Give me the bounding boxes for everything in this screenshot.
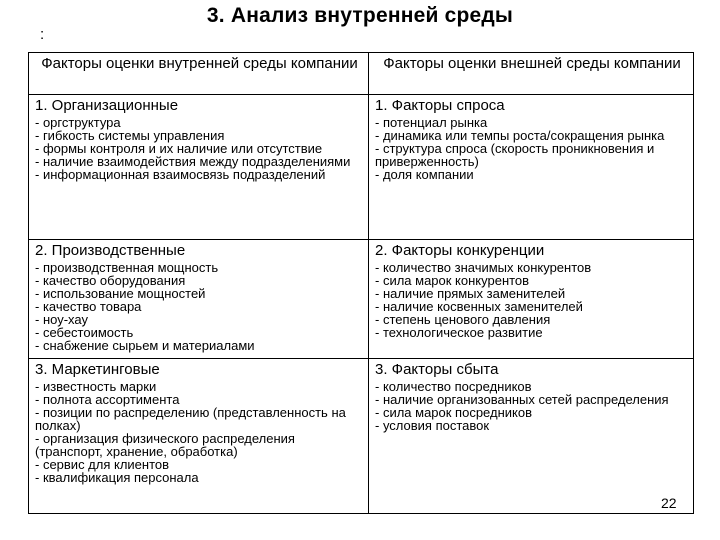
list-item: - степень ценового давления [375,312,551,327]
list-item: - квалификация персонала [35,470,199,485]
list-item: - себестоимость [35,325,134,340]
list-item: - качество товара [35,299,142,314]
list-marketing [35,380,364,484]
list-organizational [35,116,364,181]
cell-competition [369,240,694,359]
list-item: - позиции по распределению (представленность на полках) [35,405,346,433]
cell-demand [369,95,694,240]
table-row [29,95,694,240]
cell-organizational [29,95,369,240]
list-item: - организация физического распределения (транспорт, хранение, обработка) [35,431,295,459]
colon-mark: : [40,26,45,43]
list-item: - формы контроля и их наличие или отсутствие [35,141,323,156]
list-item: - динамика или темпы роста/сокращения рынка [375,128,665,143]
list-item: - условия поставок [375,418,490,433]
list-item: - наличие прямых заменителей [375,286,566,301]
cell-marketing [29,359,369,514]
table-row [29,359,694,514]
list-demand [375,116,689,181]
list-item: - информационная взаимосвязь подразделений [35,167,326,182]
list-item: - количество значимых конкурентов [375,260,592,275]
list-item: - полнота ассортимента [35,392,180,407]
list-production [35,261,364,352]
list-item: - структура спроса (скорость проникновения и приверженность) [375,141,655,169]
list-item: - потенциал рынка [375,115,488,130]
factors-table [28,52,694,514]
list-item: - доля компании [375,167,474,182]
list-competition [375,261,689,339]
header-external-factors: Факторы оценки внешней среды компании [369,53,694,95]
heading-demand: 1. Факторы спроса [375,97,505,114]
list-item: - технологическое развитие [375,325,543,340]
list-item: - наличие организованных сетей распределения [375,392,669,407]
list-item: - наличие взаимодействия между подразделениями [35,154,351,169]
page-number: 22 [661,495,677,511]
list-item: - производственная мощность [35,260,219,275]
slide-title: 3. Анализ внутренней среды [206,4,514,27]
list-item: - качество оборудования [35,273,186,288]
list-item: - сила марок конкурентов [375,273,530,288]
heading-production: 2. Производственные [35,242,186,259]
list-item: - сервис для клиентов [35,457,170,472]
list-item: - гибкость системы управления [35,128,225,143]
table-header-row [29,53,694,95]
list-item: - оргструктура [35,115,121,130]
list-item: - ноу-хау [35,312,88,327]
heading-sales: 3. Факторы сбыта [375,361,499,378]
list-sales [375,380,689,432]
heading-organizational: 1. Организационные [35,97,179,114]
list-item: - снабжение сырьем и материалами [35,338,255,353]
heading-marketing: 3. Маркетинговые [35,361,160,378]
heading-competition: 2. Факторы конкуренции [375,242,545,259]
list-item: - сила марок посредников [375,405,532,420]
list-item: - известность марки [35,379,157,394]
list-item: - количество посредников [375,379,532,394]
cell-production [29,240,369,359]
header-internal-factors: Факторы оценки внутренней среды компании [29,53,369,95]
list-item: - использование мощностей [35,286,206,301]
list-item: - наличие косвенных заменителей [375,299,583,314]
cell-sales [369,359,694,514]
table-row [29,240,694,359]
